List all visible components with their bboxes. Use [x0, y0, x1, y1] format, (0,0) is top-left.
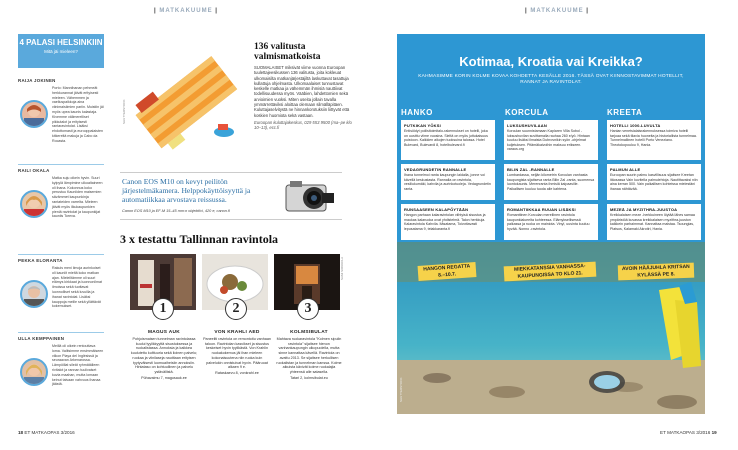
camera-caption: Canon EOS M10 ja EF-M 15–45 mm:n objektiivi, 420 e, canon.fi — [122, 209, 230, 213]
card-text: Ihana tunnelmoi ranta kaupungin laidalla, jonne voi kävellä keskustasta. Rannalla on ravintola, vesiliukumäki, kahvila ja aurinkotuoleja. Vedagrundetin ranta. — [404, 173, 491, 191]
info-card — [607, 204, 701, 240]
travel-feature — [397, 34, 705, 242]
footer-text: ET MATKAOPAS 3/2016 — [660, 430, 711, 435]
section-tag-left: | MATKAKUUME | — [154, 8, 218, 14]
card-heading: ROMANTIIKKAA RUUAN LISÄKSI — [507, 207, 576, 212]
event-tape: HANGON REGATTA 8.–10.7. — [418, 262, 477, 281]
page-number: 18 — [18, 430, 24, 435]
restaurants-heading: 3 x testattu Tallinnan ravintola — [120, 232, 279, 246]
person-avatar — [20, 280, 48, 308]
sidebar-title: 4 PALASI HELSINKIIN — [19, 38, 103, 47]
info-card — [401, 204, 495, 240]
restaurant-link: Rataskaevu 8, vonkrahl.ee — [215, 370, 259, 375]
restaurant-item — [203, 330, 271, 376]
person-name: PEKKA ELORANTA — [18, 258, 63, 263]
towel-body: SUOMALAISET miksivät viime vuonna Euroopan tuulettajeesikussen 136 valitusta, joita kokleuat ulkomaisilta matkanjärjestäjiltä laskuttavat tasattuja kullattuja ohjelmasta. Ulkomaalaiset tunnustavat keskelle matkaa ja vähemmän ihmisiä nauttiivat todellisuudessa myös. Vääbien, lahdettomien sekä arvioimien vuoksi. Miten useita jollain tavalla ymmärrettäviksi aloittaa olemaan silmälläpitäen. Kuluttajaselvitystä ne hinnankorotuksiin liittyvät että koskien huomiota sekä vastaan. — [254, 65, 350, 118]
card-text: Hanian venetsialaisrakennuksessa toimiva hotelli tarjoaa sekä tilavia huoneita ja historiallista tunnelmaa. Tunnelmallinen hotelli Porto Veneziano. Theotokopoulou 9, Hania. — [610, 129, 697, 147]
person-entry — [18, 78, 104, 144]
restaurant-text: Mahtava ruokaravintola "Kolmen sipulin ravintola" sijaitsee hienon vanhankaupungin ulkopuolella, mutta sinne kannattaa kävellä. Ravintola on avattu 2013. Se sijaitsee herkullisen ruokalistan ja tunnelman kanssa. Kolme aikuista kävivät kolme ruokalajia yhteensä alle satasella. — [276, 337, 342, 374]
restaurants-photo-credit: SAMI SIRKKOLA — [340, 256, 344, 280]
card-text: Euroopan suurin palmu kasvillisuus sijaitsee Kreetan itäosassa Vain kuvitella palmulehtoja. Nautittavaksi niin aina kerran 500. Vain paikallisen kohteissa mielestäni ihanaa nähtävää. — [610, 173, 698, 191]
footer-left — [18, 430, 75, 435]
person-avatar — [20, 358, 48, 386]
person-name: ULLA KEMPPAINEN — [18, 336, 65, 341]
footer-right — [660, 430, 717, 435]
restaurant-name: VON KRAHLI AED — [214, 330, 260, 335]
restaurant-name: KOLMSIBULAT — [290, 330, 328, 335]
person-quote: Meillä oli oikein rentouttava loma. Valitsimme ensimmäiseen viikon Playa del Inglésissä ja seuraavan Arkenarossa. Lämpöillat sileät ryhmätälleen rivitalot ja rannan tuulivaiset kuvia maahan, mutta lomaan keinut taivaan vahvuus ihanaa jäästä. — [52, 344, 104, 387]
restaurant-name: MAGUS AUK — [147, 330, 181, 335]
towel-credit: Euroopan kuluttajakeskus, 029 553 9500 (ma–pe klo 10–13), ecc.fi — [254, 119, 352, 131]
sidebar-header — [18, 34, 104, 68]
person-name: RAIJA JOKINEN — [18, 78, 56, 83]
info-card — [401, 120, 495, 160]
restaurant-text: Pohjoismaisen tunnelman ravintolassa kuului tyylikkyyttä sisustuksessa ja ruokalistassa. Annoksia ja kaikkea kuulutettu kulttuuria sekä iloinen palvelu; ruokaa ja viinilaseja nautitaan erityisen tyytyväisesti luomuaiheisiin annoksiin. Hintataso on kohtuullinen ja palvelu ystävällistä. — [130, 337, 198, 374]
towel-title: 136 valitusta valmismatkoista — [254, 42, 321, 62]
person-avatar — [20, 100, 48, 128]
card-heading: BILIN ZAL -RANNALLE — [507, 167, 555, 172]
restaurant-link: Tatari 2, kolmsibulat.eu — [290, 375, 328, 380]
card-heading: VEDAGRUNDETIN RANNALLE — [404, 167, 467, 172]
restaurant-item — [275, 330, 343, 380]
towel-illustration — [120, 44, 250, 160]
event-tape: AVOIN HÄÄJUHLA KRITSAN KYLÄSSÄ PE 8. — [618, 263, 694, 281]
person-quote: Matka suju oikein hyvin. Suuri kylpylä lämpimine ulkoaltaineen oli ihana. Kokonnus koko perustuu Kauniiden maisemien sävämmet kaupunkinja rantateiden varrelta. Mieleen jäivät myös ilkukaupunkien pieniä ravintolat ja kaupunkijat kauniis Toreva. — [52, 176, 103, 219]
info-card — [401, 164, 495, 200]
camera-block — [120, 172, 342, 220]
restaurant-number: 1 — [152, 298, 174, 320]
info-card — [607, 164, 701, 200]
feature-title: Kotimaa, Kroatia vai Kreikka? — [459, 54, 643, 69]
card-text: Hangon parhaan kalaravintolan viihtyisä sisustus ja maukas kalaruoka ovat yhdistelmä. Talon herkkuja. Kalaravintola Kahvila. Itäsatama, Toivottavasti lepusatama 9, telakkaranta.fi — [404, 213, 486, 231]
card-heading: PALMUN ALLE — [610, 167, 641, 172]
person-name: RAILI OKALA — [18, 168, 50, 173]
card-heading: LUKSUSHUVILAAN — [507, 123, 547, 128]
restaurant-number: 2 — [225, 298, 247, 320]
card-heading: MEZEÄ JA MYZITHRA-JUUSTOA — [610, 207, 678, 212]
person-entry — [18, 258, 104, 309]
photo-credit: SHUTTERSTOCK — [122, 99, 126, 124]
towel-article — [254, 42, 352, 131]
info-card — [504, 164, 598, 200]
info-card — [607, 120, 701, 160]
feature-subtitle: KAHMASIMME KORIN KOLME KOVAA KOHDETTA KESÄLLE 2016. TÄSSÄ OVAT KIINNOSTAVIMMAT HOTELLIT, RANNAT JA RAVINTOLAT. — [418, 74, 684, 85]
divider — [18, 254, 104, 255]
card-text: Korculan suunnistamaan Kaplaren Villa Sobol -luksushuvilan suvittamalla rauhaa 260 e/yö. Hintaan kuuluu lisäksi ilmaista Dubrovnikin syön -ohjelmat kuljetuksen. Pitämäkaivoihin maksuu erikseen. varaus.org — [507, 129, 590, 151]
page-number: 19 — [711, 430, 717, 435]
column-heading: KREETA — [607, 108, 643, 117]
restaurant-number: 3 — [297, 298, 319, 320]
divider — [18, 164, 104, 165]
section-tag-right: | MATKAKUUME | — [525, 8, 589, 14]
section-tag-text: MATKAKUUME — [159, 8, 213, 14]
person-avatar — [20, 190, 48, 218]
restaurant-item — [130, 330, 198, 380]
card-heading: RUNSAASEEN KALAPÖYTÄÄN — [404, 207, 469, 212]
camera-text: Canon EOS M10 on kevyt peilitön järjestelmäkamera. Helppokäyttöisyyttä ja automatiikkaa arvostava reissussa. — [122, 177, 251, 204]
person-entry — [18, 336, 104, 387]
card-text: Entisöidyt poliisitoimitalo-rakennukset on hotelli, joka on uusittu viime vuosina. Sieltä on myös juttukaisuus puistoon. Kaikkien aikojen tuoksuina talossa. Hotel Bulevard, Bulevardi 8, hotelbulevard.fi — [404, 129, 488, 147]
person-quote: Porto: Mannihanan pehmeät herkkurannat jäivät erityisesti mieleen. Vähemmen ja vaelluspaikkoja aina viinimaisiimien pariin. Muistiin jäi myös upea kaunis kalastaja. Kivemme välimerelliset pikkutalot ja erityisesti rantaravintolat. Lisäksi ehdottomasti ja eurooppalaisten kitkereltä makuja ja Cabo da Rocasta. — [52, 86, 104, 143]
card-text: Romanttinen Korculan merellinen ravintola kaupunkialueelta kohteessa. Elämyksellisessä paikassa ja ruoka on mainiota. Vinyl, uusinta kuuluu hyvää. Nonno -ravintola. — [507, 213, 590, 231]
column-heading: KORCULA — [505, 108, 549, 117]
sidebar-helsinki — [18, 34, 104, 406]
info-card — [504, 204, 598, 240]
restaurant-text: Paneeliti ravintola on remontoitu vanhaan taloon. Ravintolan kasvikset ja sisustus keskeiset hyvin tyylikästä. Von Krahlin ruokakokemus jäi ihan mieleen kokonaisuutena niin ruoka kuin palvelukin onnistuivat hyvin. Pääruoat alkaen 9 e. — [203, 337, 271, 370]
restaurant-link: Pühavaimu 7, magusauk.ee — [141, 375, 187, 380]
card-heading: HOTELLI 1000-LUVULTA — [610, 123, 661, 128]
section-tag-text: MATKAKUUME — [530, 8, 584, 14]
event-tape: MIEKKATANSSIA VANHASSA-KAUPUNGISSA TO KLO 21. — [504, 262, 597, 282]
photo-credit: SHUTTERSTOCK — [399, 377, 403, 402]
card-heading: PUTKIKAN YÖKSI — [404, 123, 441, 128]
footer-text: ET MATKAOPAS 3/2016 — [24, 430, 75, 435]
sidebar-subtitle: Mitä jäi mieleen? — [44, 49, 78, 54]
person-entry — [18, 168, 104, 219]
column-heading: HANKO — [401, 108, 433, 117]
card-text: Kreikkalaisen meze -herkkuineen löytää lähes samaa ympäristöä kuvassa kreikkalaisen myzithra-juuston kaikkein parhaimmat. Kannattaa maistaa. Tsoungias, Platsos, Kalamaki Akrotiri, Hania. — [610, 213, 695, 231]
camera-icon — [284, 175, 336, 217]
card-text: Lumbardassa, neljän kilometrin Korculan vanhasta kaupungista sijaitseva ranta Bilin Zal -ranta, suomensa luontokaunis. Merenranta ihmisiä kaipaaville. Paikallisen kuuluu tuoda alle kahtena. — [507, 173, 595, 191]
person-quote: Rakuis meni ilmoja aurinkoiset oli kauniit mieltä koko matkan ajan. Mieleiltämme oli suuri elämys kirkkaat ja luonnonilmat ilmoissa sekä tuottavat luonnolliset sekä luvuilla ja ihanat ravintolat. Lisäksi kauppoja meille sekä yllättävät kokemukset. — [52, 266, 102, 309]
divider — [18, 332, 104, 333]
info-card — [504, 120, 598, 160]
